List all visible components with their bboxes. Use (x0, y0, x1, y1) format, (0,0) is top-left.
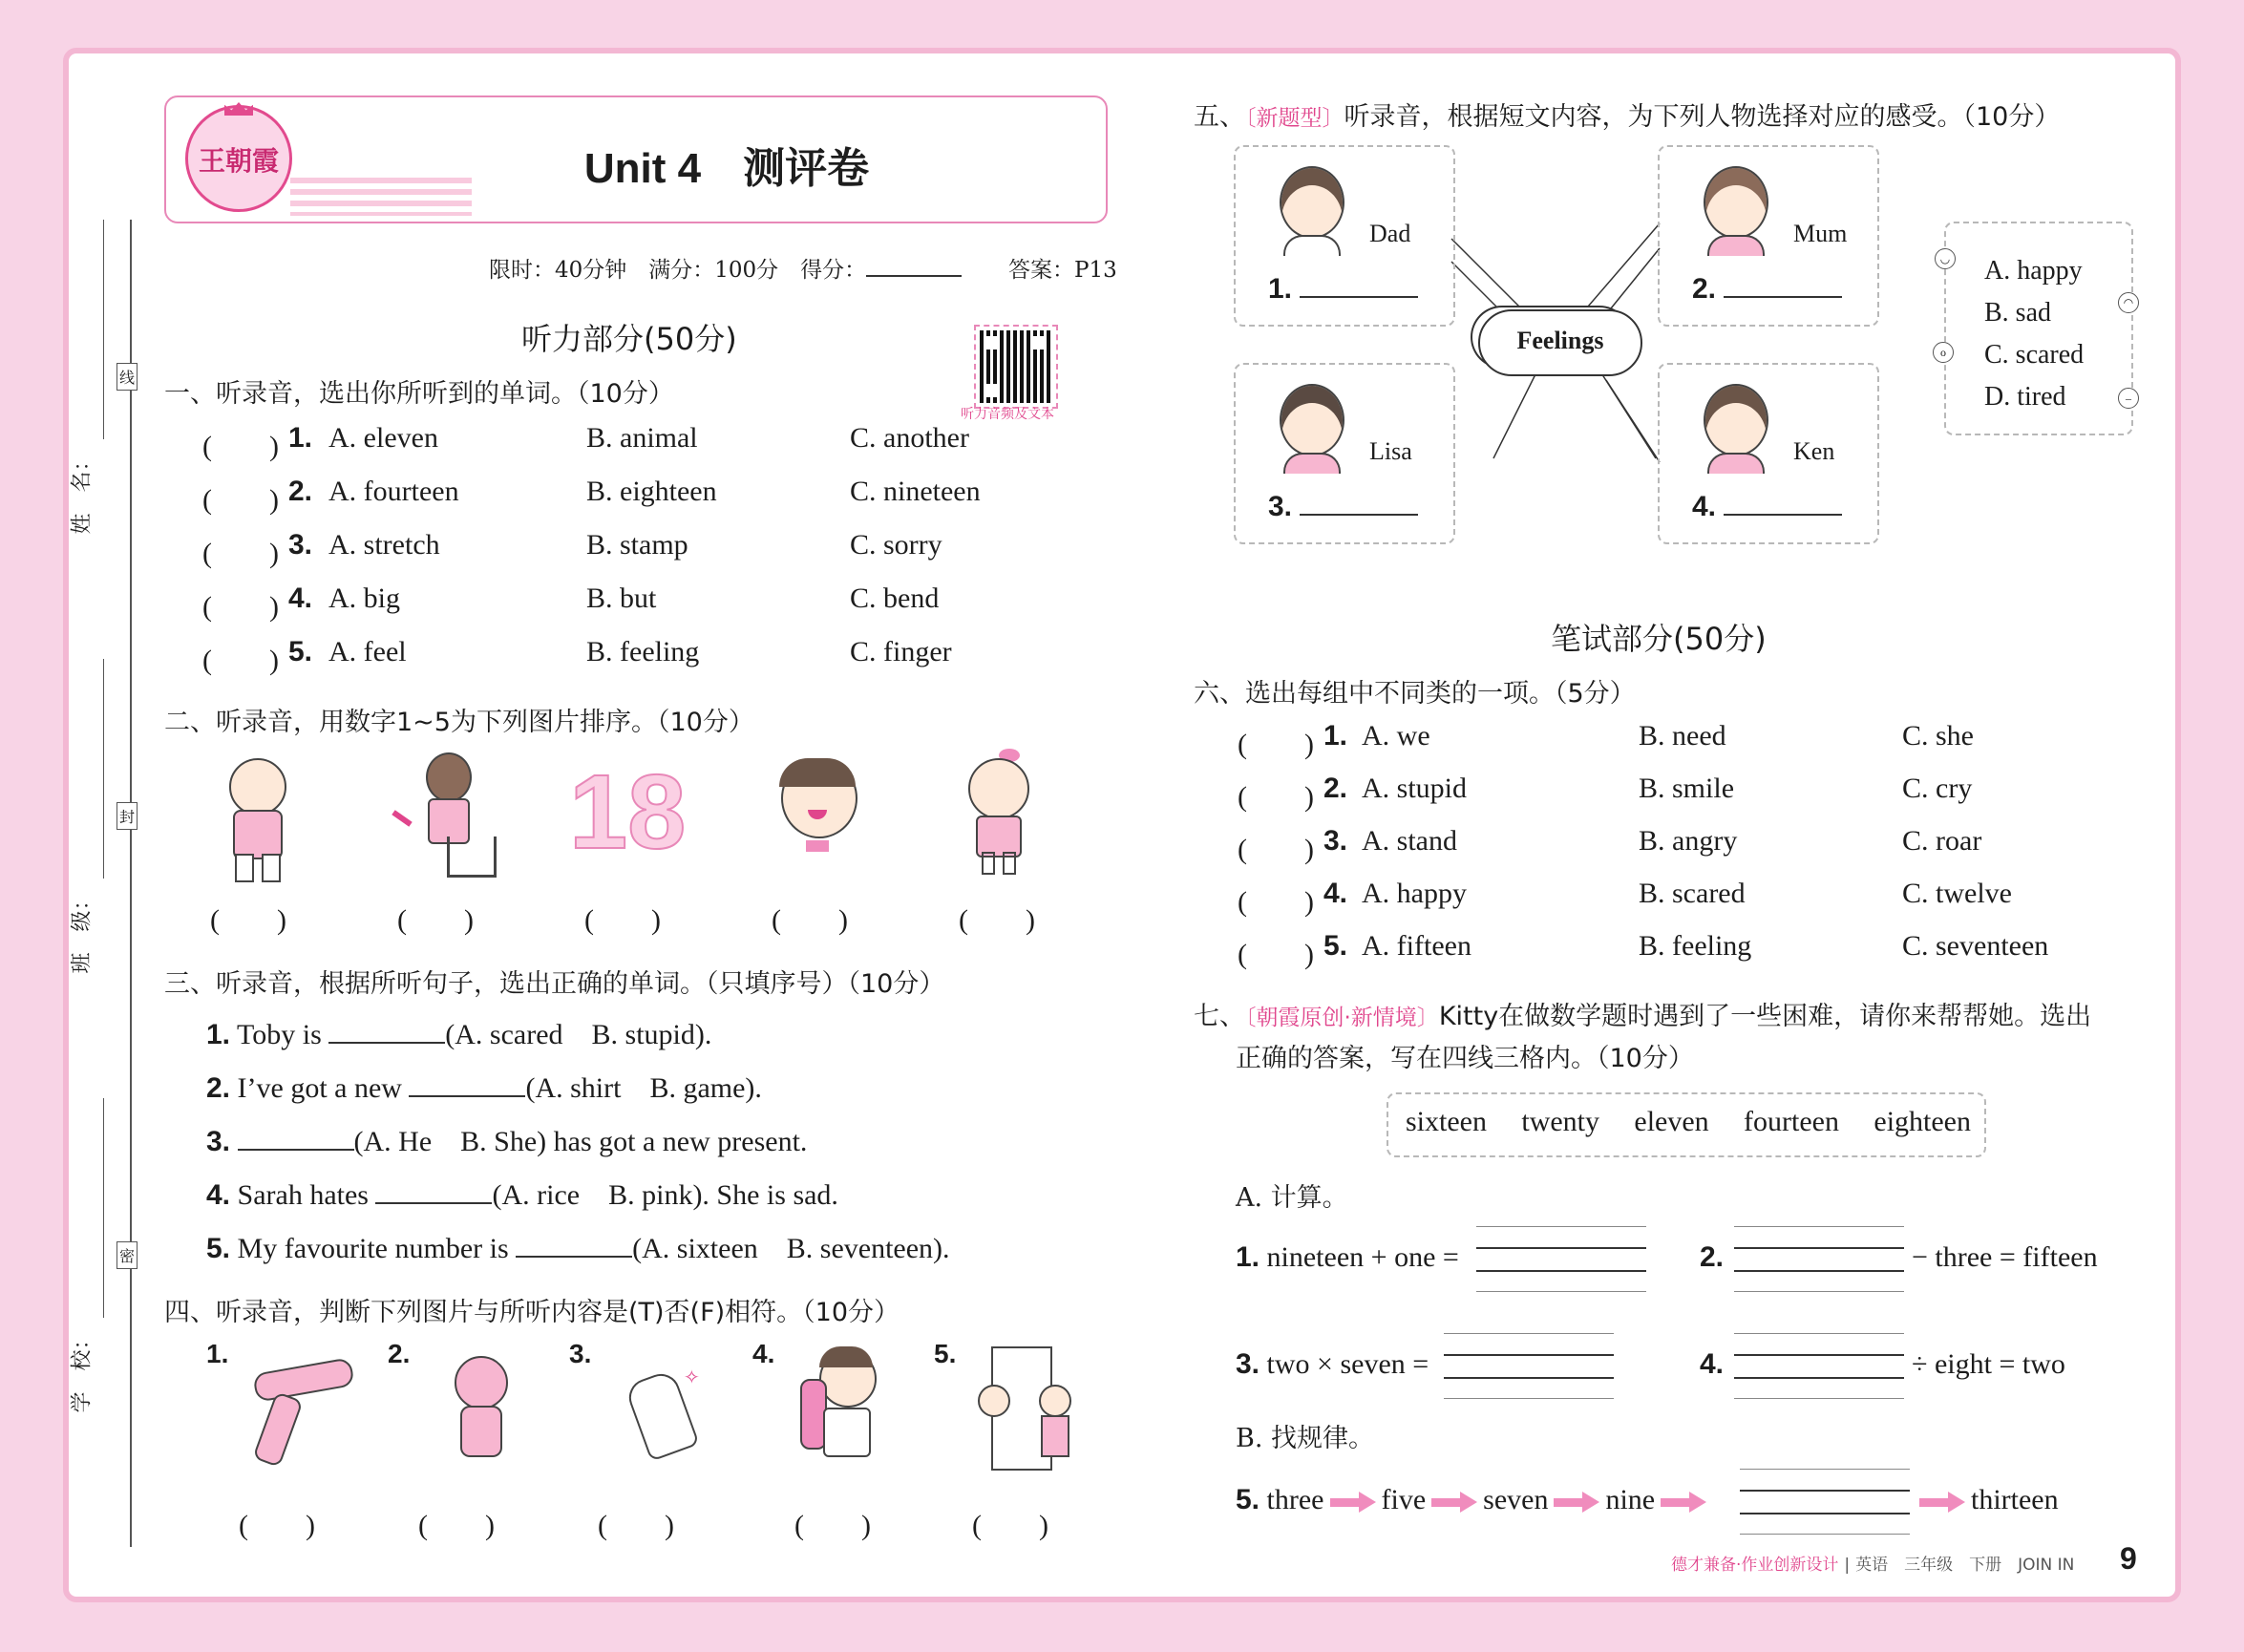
arrow-icon (392, 810, 412, 827)
answer-blank[interactable] (1300, 296, 1418, 298)
sentence-end: (A. He B. She) has got a new present. (353, 1126, 808, 1157)
section5-tag: 〔新题型〕 (1245, 106, 1344, 131)
feelings-options-box (1939, 222, 2134, 435)
answer-blank[interactable] (375, 1202, 492, 1204)
qr-caption: 听力音频及文本 (961, 407, 1054, 422)
footer-brand: 德才兼备·作业创新设计 (1671, 1556, 1839, 1575)
option-c: C. sorry (850, 529, 942, 561)
answer-paren[interactable]: ( ) (1238, 886, 1314, 918)
word-bank-item: eighteen (1874, 1106, 1971, 1137)
section5-text: 听录音，根据短文内容，为下列人物选择对应的感受。（10分） (1344, 102, 2061, 132)
listening-title: 听力部分(50分) (521, 321, 737, 357)
item-number: 3. (288, 529, 313, 561)
footer (1671, 1551, 2074, 1575)
q3-number: 3. (1236, 1348, 1260, 1380)
person-card (1658, 363, 1879, 544)
name-field[interactable] (70, 220, 115, 535)
item-number: 5. (288, 636, 313, 667)
list-item (1238, 720, 2135, 758)
girl-image (955, 749, 1041, 873)
answer-paren[interactable]: ( ) (598, 1510, 674, 1541)
word-bank-item: sixteen (1406, 1106, 1487, 1137)
option-a: A. we (1362, 720, 1430, 752)
option-c: C. cry (1902, 773, 1973, 804)
sentence-end: (A. scared B. stupid). (445, 1019, 712, 1050)
answer-paren[interactable]: ( ) (210, 904, 286, 936)
option-c: C. she (1902, 720, 1974, 752)
part-a-label: A. 计算。 (1236, 1183, 1348, 1213)
item-number: 1. (1268, 273, 1293, 305)
answer-ref: 答案：P13 (1008, 258, 1117, 283)
q4-writing-grid[interactable] (1734, 1333, 1904, 1400)
school-field[interactable] (70, 1098, 115, 1413)
answer-paren[interactable]: ( ) (202, 431, 279, 462)
option-a: A. big (328, 582, 400, 614)
answer-paren[interactable]: ( ) (239, 1510, 315, 1541)
answer-paren[interactable]: ( ) (1238, 781, 1314, 813)
item-number: 2. (1692, 273, 1717, 305)
answer-blank[interactable] (1724, 514, 1842, 516)
school-label: 学 校： (70, 1328, 95, 1413)
answer-blank[interactable] (328, 1042, 445, 1044)
person-answer (1268, 491, 1418, 523)
person-avatar (1704, 384, 1768, 456)
footer-subject: 英语 三年级 下册 JOIN IN (1855, 1556, 2075, 1575)
list-item (202, 422, 1062, 460)
girl-sitting-image (392, 749, 497, 882)
q2-text: − three = fifteen (1912, 1241, 2098, 1273)
option-b: B. eighteen (586, 476, 717, 507)
option-a: A. fifteen (1362, 930, 1471, 962)
cut-label-line: 线 (116, 363, 138, 391)
person-shirt (1707, 453, 1765, 474)
section4-title: 四、听录音，判断下列图片与所听内容是(T)否(F)相符。（10分） (164, 1298, 900, 1327)
q2-writing-grid[interactable] (1734, 1226, 1904, 1293)
section5-title (1194, 95, 2060, 133)
option-a: A. stretch (328, 529, 440, 561)
list-item (1238, 773, 2135, 811)
person-shirt (1283, 235, 1341, 256)
section7-tag: 〔朝霞原创·新情境〕 (1245, 1006, 1439, 1030)
answer-paren[interactable]: ( ) (772, 904, 848, 936)
option-b: B. smile (1639, 773, 1735, 804)
answer-paren[interactable]: ( ) (202, 591, 279, 623)
q5-writing-grid[interactable] (1740, 1469, 1910, 1536)
binding-line (130, 220, 132, 1547)
cut-label-seal: 封 (116, 802, 138, 830)
word-bank-item: twenty (1521, 1106, 1600, 1137)
item-number: 4. (206, 1179, 231, 1211)
list-item (202, 636, 1062, 674)
finger-point-image: ✧ (607, 1346, 722, 1471)
name-label: 姓 名： (70, 450, 95, 535)
sentence-end: (A. shirt B. game). (525, 1072, 762, 1104)
logo (185, 105, 292, 212)
item-number: 5. (206, 1233, 231, 1264)
person-name: Lisa (1369, 437, 1412, 465)
section4-answers (239, 1501, 1098, 1539)
answer-paren[interactable]: ( ) (959, 904, 1035, 936)
picture-number: 1. (206, 1339, 229, 1368)
person-answer (1692, 491, 1842, 523)
answer-paren[interactable]: ( ) (1238, 729, 1314, 760)
item-number: 2. (288, 476, 313, 507)
option-b: B. angry (1639, 825, 1738, 857)
list-item (206, 1117, 807, 1159)
number-picture: 18 (569, 753, 687, 871)
q1-writing-grid[interactable] (1476, 1226, 1646, 1293)
picture-number: 2. (388, 1339, 411, 1368)
option-b: B. but (586, 582, 657, 614)
answer-blank[interactable] (516, 1256, 632, 1258)
arrow-right-icon (1919, 1492, 1965, 1513)
sentence-start: My favourite number is (237, 1233, 509, 1264)
option-c: C. roar (1902, 825, 1982, 857)
person-avatar (1704, 166, 1768, 239)
word-bank-item: fourteen (1744, 1106, 1839, 1137)
list-item (202, 529, 1062, 567)
q4-number: 4. (1700, 1348, 1725, 1380)
answer-paren[interactable]: ( ) (1238, 939, 1314, 970)
answer-blank[interactable] (238, 1149, 354, 1151)
option-b: B. animal (586, 422, 698, 454)
math-q5 (1236, 1484, 1712, 1516)
sentence-end: (A. sixteen B. seventeen). (632, 1233, 950, 1264)
seq-item: three (1266, 1484, 1324, 1515)
item-number: 1. (206, 1019, 231, 1050)
picture-number: 5. (934, 1339, 957, 1368)
logo-text: 王朝霞 (198, 145, 279, 177)
item-number: 1. (1323, 720, 1348, 752)
footer-sep: | (1844, 1556, 1851, 1575)
word-bank-item: eleven (1634, 1106, 1709, 1137)
item-number: 1. (288, 422, 313, 454)
page-number: 9 (2120, 1541, 2137, 1576)
option-a: A. eleven (328, 422, 438, 454)
boy-with-scarf-image (791, 1346, 905, 1471)
section2-title: 二、听录音，用数字1~5为下列图片排序。（10分） (164, 708, 754, 737)
seq-item: seven (1483, 1484, 1549, 1515)
math-q3 (1236, 1348, 1429, 1381)
feeling-option: D. tired (1984, 382, 2066, 412)
sad-face-icon: ◠ (2118, 292, 2139, 313)
person-name: Mum (1793, 220, 1848, 247)
meta-text: 限时：40分钟 满分：100分 得分： (489, 258, 867, 283)
option-a: A. stupid (1362, 773, 1468, 804)
option-b: B. stamp (586, 529, 688, 561)
page-title: Unit 4 测评卷 (583, 145, 870, 192)
section4-pictures (206, 1339, 1085, 1482)
list-item (1238, 930, 2135, 968)
section7-title (1194, 995, 2091, 1032)
option-c: C. another (850, 422, 969, 454)
option-c: C. finger (850, 636, 952, 667)
answer-paren[interactable]: ( ) (1238, 834, 1314, 865)
writing-title: 笔试部分(50分) (1551, 621, 1767, 657)
list-item (202, 476, 1062, 514)
monkey-bending-image (426, 1346, 540, 1471)
q4-text: ÷ eight = two (1912, 1348, 2065, 1380)
answer-paren[interactable]: ( ) (418, 1510, 495, 1541)
answer-blank[interactable] (1300, 514, 1418, 516)
person-answer (1692, 273, 1842, 306)
arrow-right-icon (1554, 1492, 1599, 1513)
answer-paren[interactable]: ( ) (202, 538, 279, 569)
item-number: 3. (1323, 825, 1348, 857)
list-item (1238, 878, 2135, 916)
class-label: 班 级： (70, 889, 95, 974)
section3-title: 三、听录音，根据所听句子，选出正确的单词。（只填序号）（10分） (164, 969, 945, 999)
sentence-start: Sarah hates (237, 1179, 369, 1211)
children-at-door-image (972, 1346, 1087, 1471)
section7-title-line2: 正确的答案，写在四线三格内。（10分） (1236, 1044, 1694, 1073)
section6-title: 六、选出每组中不同类的一项。（5分） (1194, 679, 1636, 709)
item-number: 3. (206, 1126, 231, 1157)
person-card (1234, 145, 1455, 327)
crown-icon (224, 102, 253, 116)
person-card (1234, 363, 1455, 544)
cut-label-secret: 密 (116, 1241, 138, 1269)
section1-title: 一、听录音，选出你所听到的单词。（10分） (164, 379, 674, 409)
feeling-option: B. sad (1984, 298, 2051, 328)
option-c: C. seventeen (1902, 930, 2049, 962)
person-shirt (1283, 453, 1341, 474)
option-a: A. fourteen (328, 476, 459, 507)
picture-number: 3. (569, 1339, 592, 1368)
tired-face-icon: – (2118, 388, 2139, 409)
picture-number: 4. (752, 1339, 775, 1368)
arrow-right-icon (1431, 1492, 1477, 1513)
section7-prefix: 七、 (1194, 1002, 1245, 1031)
option-c: C. nineteen (850, 476, 981, 507)
feelings-label: Feelings (1516, 327, 1604, 354)
qr-code[interactable] (974, 325, 1058, 409)
feeling-option: A. happy (1984, 256, 2083, 286)
section7-text: Kitty在做数学题时遇到了一些困难，请你来帮帮她。选出 (1438, 1002, 2092, 1031)
answer-paren[interactable]: ( ) (972, 1510, 1048, 1541)
part-b-label: B. 找规律。 (1236, 1424, 1375, 1453)
person-avatar (1280, 166, 1344, 239)
list-item (206, 1064, 762, 1106)
q5-number: 5. (1236, 1484, 1260, 1515)
meta-info (489, 252, 962, 284)
option-c: C. twelve (1902, 878, 2012, 909)
q2-number: 2. (1700, 1241, 1725, 1273)
seq-end: thirteen (1971, 1484, 2059, 1515)
section5-prefix: 五、 (1194, 102, 1245, 132)
person-name: Dad (1369, 220, 1411, 247)
item-number: 3. (1268, 491, 1293, 522)
q1-number: 1. (1236, 1241, 1260, 1273)
item-number: 2. (1323, 773, 1348, 804)
qr-icon (980, 330, 1052, 403)
list-item (206, 1171, 838, 1213)
list-item (202, 582, 1062, 621)
seq-item: five (1381, 1484, 1427, 1515)
option-a: A. stand (1362, 825, 1457, 857)
q1-text: nineteen + one = (1266, 1241, 1459, 1273)
math-q1 (1236, 1241, 1459, 1274)
class-field[interactable] (70, 659, 115, 974)
q5-end (1914, 1484, 2059, 1516)
smiling-boy-image (775, 758, 861, 873)
stretching-tiger-image (244, 1346, 359, 1471)
item-number: 4. (1692, 491, 1717, 522)
answer-paren[interactable]: ( ) (202, 645, 279, 676)
scared-face-icon: o (1933, 342, 1954, 363)
item-number: 2. (206, 1072, 231, 1104)
word-bank (1387, 1092, 1986, 1157)
option-b: B. need (1639, 720, 1726, 752)
list-item (1238, 825, 2135, 863)
answer-blank[interactable] (1724, 296, 1842, 298)
item-number: 4. (288, 582, 313, 614)
person-shirt (1707, 235, 1765, 256)
item-number: 4. (1323, 878, 1348, 909)
section2-pictures (191, 749, 1079, 921)
q3-writing-grid[interactable] (1444, 1333, 1614, 1400)
answer-paren[interactable]: ( ) (794, 1510, 871, 1541)
answer-paren[interactable]: ( ) (397, 904, 474, 936)
option-a: A. happy (1362, 878, 1467, 909)
feelings-cloud (1478, 309, 1642, 376)
arrow-right-icon (1661, 1492, 1706, 1513)
sentence-end: (A. rice B. pink). She is sad. (492, 1179, 838, 1211)
section2-answers (210, 896, 1069, 934)
person-card (1658, 145, 1879, 327)
item-number: 5. (1323, 930, 1348, 962)
happy-face-icon: ◡ (1935, 248, 1956, 269)
arrow-right-icon (1330, 1492, 1376, 1513)
answer-blank[interactable] (409, 1095, 525, 1097)
sentence-start: Toby is (237, 1019, 322, 1050)
title-banner (164, 95, 1108, 223)
q3-text: two × seven = (1266, 1348, 1429, 1380)
feeling-option: C. scared (1984, 340, 2085, 370)
option-b: B. feeling (586, 636, 700, 667)
answer-paren[interactable]: ( ) (584, 904, 661, 936)
option-c: C. bend (850, 582, 940, 614)
score-blank[interactable] (866, 275, 962, 277)
seq-item: nine (1605, 1484, 1656, 1515)
crying-boy-image (208, 758, 304, 882)
option-b: B. feeling (1639, 930, 1752, 962)
answer-paren[interactable]: ( ) (202, 484, 279, 516)
sentence-start: I’ve got a new (237, 1072, 402, 1104)
option-b: B. scared (1639, 878, 1746, 909)
person-name: Ken (1793, 437, 1835, 465)
option-a: A. feel (328, 636, 407, 667)
person-answer (1268, 273, 1418, 306)
list-item (206, 1224, 950, 1266)
person-avatar (1280, 384, 1344, 456)
list-item (206, 1010, 711, 1052)
